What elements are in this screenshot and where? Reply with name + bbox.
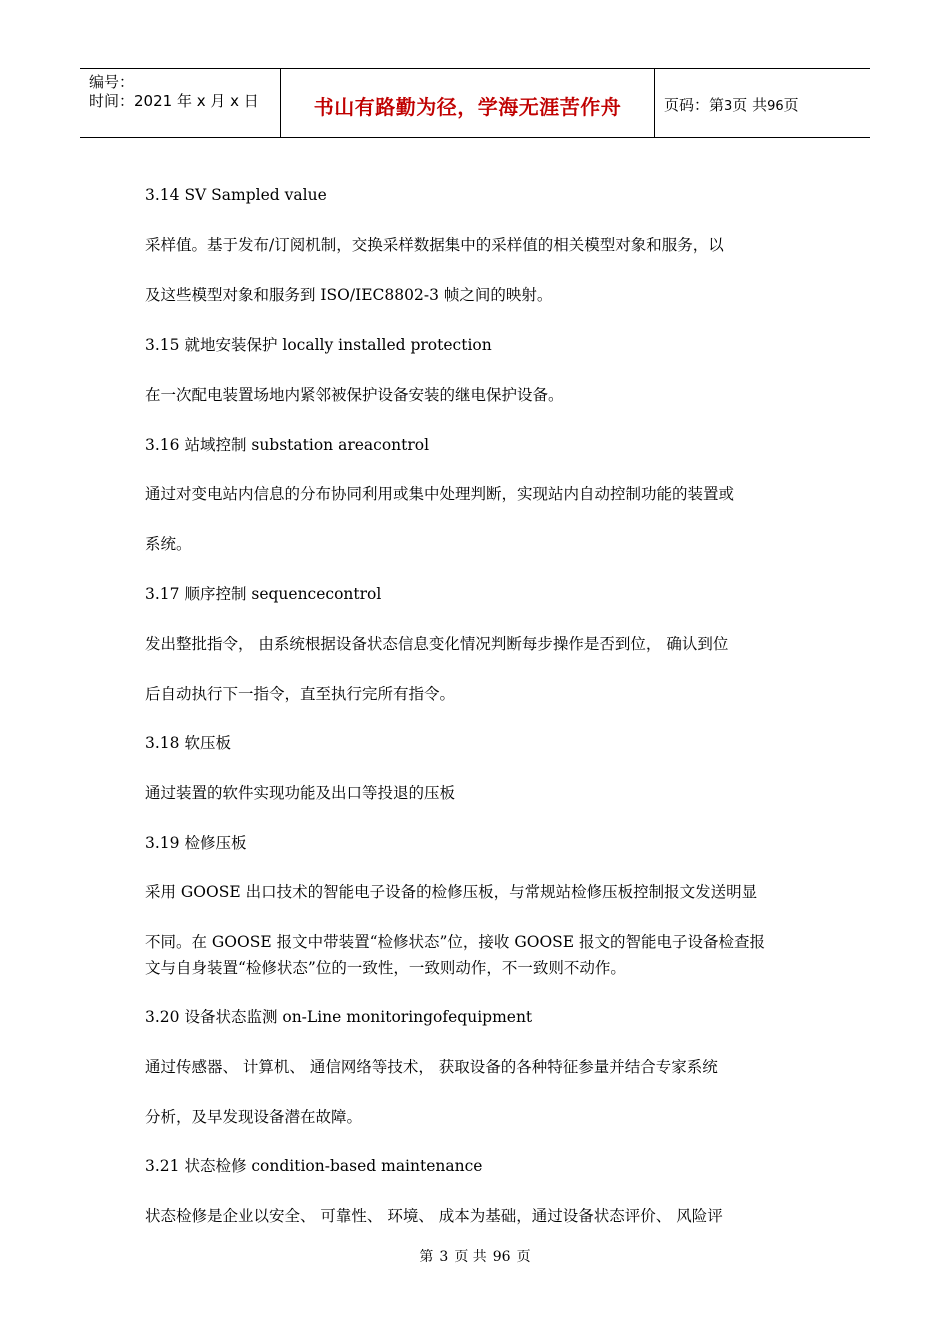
footer-page-total: 96 <box>492 1249 511 1265</box>
body-line: 后自动执行下一指令，直至执行完所有指令。 <box>145 685 456 703</box>
section-heading: 3.15 就地安装保护 locally installed protection <box>145 336 492 354</box>
body-line: 分析，及早发现设备潜在故障。 <box>145 1108 363 1126</box>
section-heading: 3.18 软压板 <box>145 734 231 752</box>
body-line: 系统。 <box>145 535 192 553</box>
header-page-mid: 页 共 <box>732 96 768 114</box>
body-line: 采用 GOOSE 出口技术的智能电子设备的检修压板，与常规站检修压板控制报文发送明显 <box>145 883 758 901</box>
header-motto: 书山有路勤为径，学海无涯苦作舟 <box>313 95 622 119</box>
document-code-label: 编号： <box>89 73 135 91</box>
header-page-total: 96 <box>767 99 784 114</box>
body-line: 发出整批指令， 由系统根据设备状态信息变化情况判断每步操作是否到位， 确认到位 <box>145 635 729 653</box>
section-heading: 3.20 设备状态监测 on-Line monitoringofequipment <box>145 1008 533 1026</box>
body-line: 通过传感器、 计算机、 通信网络等技术， 获取设备的各种特征参量并结合专家系统 <box>145 1058 718 1076</box>
body-line: 及这些模型对象和服务到 ISO/IEC8802-3 帧之间的映射。 <box>145 286 553 304</box>
header-page-prefix: 页码：第 <box>664 96 725 114</box>
body-line: 通过对变电站内信息的分布协同利用或集中处理判断，实现站内自动控制功能的装置或 <box>145 485 735 503</box>
footer-prefix: 第 <box>419 1249 434 1265</box>
header-page-suffix: 页 <box>783 96 799 114</box>
body-line: 通过装置的软件实现功能及出口等投退的压板 <box>145 784 456 802</box>
header-page-number: 3 <box>724 99 733 114</box>
page-footer <box>0 1246 950 1266</box>
footer-mid: 页 共 <box>454 1249 487 1265</box>
body-line: 状态检修是企业以安全、 可靠性、 环境、 成本为基础，通过设备状态评价、 风险评 <box>145 1207 723 1225</box>
header-page-info <box>664 94 799 115</box>
header-page-cell <box>654 69 870 137</box>
document-header <box>80 68 870 138</box>
footer-suffix: 页 <box>516 1249 531 1265</box>
section-heading: 3.19 检修压板 <box>145 834 247 852</box>
section-heading: 3.17 顺序控制 sequencecontrol <box>145 585 382 603</box>
document-date: 时间：2021 年 x 月 x 日 <box>89 92 259 110</box>
footer-page-number: 3 <box>439 1249 449 1265</box>
body-line: 在一次配电装置场地内紧邻被保护设备安装的继电保护设备。 <box>145 386 564 404</box>
body-line: 采样值。基于发布/订阅机制，交换采样数据集中的采样值的相关模型对象和服务，以 <box>145 236 724 254</box>
header-meta-cell <box>80 69 280 137</box>
section-heading: 3.16 站域控制 substation areacontrol <box>145 436 430 454</box>
body-line: 不同。在 GOOSE 报文中带装置“检修状态”位，接收 GOOSE 报文的智能电子设备检查报 <box>145 933 766 951</box>
section-heading: 3.21 状态检修 condition-based maintenance <box>145 1157 483 1175</box>
body-line: 文与自身装置“检修状态”位的一致性，一致则动作，不一致则不动作。 <box>145 959 626 977</box>
section-heading: 3.14 SV Sampled value <box>145 186 327 204</box>
header-motto-cell <box>280 69 655 137</box>
